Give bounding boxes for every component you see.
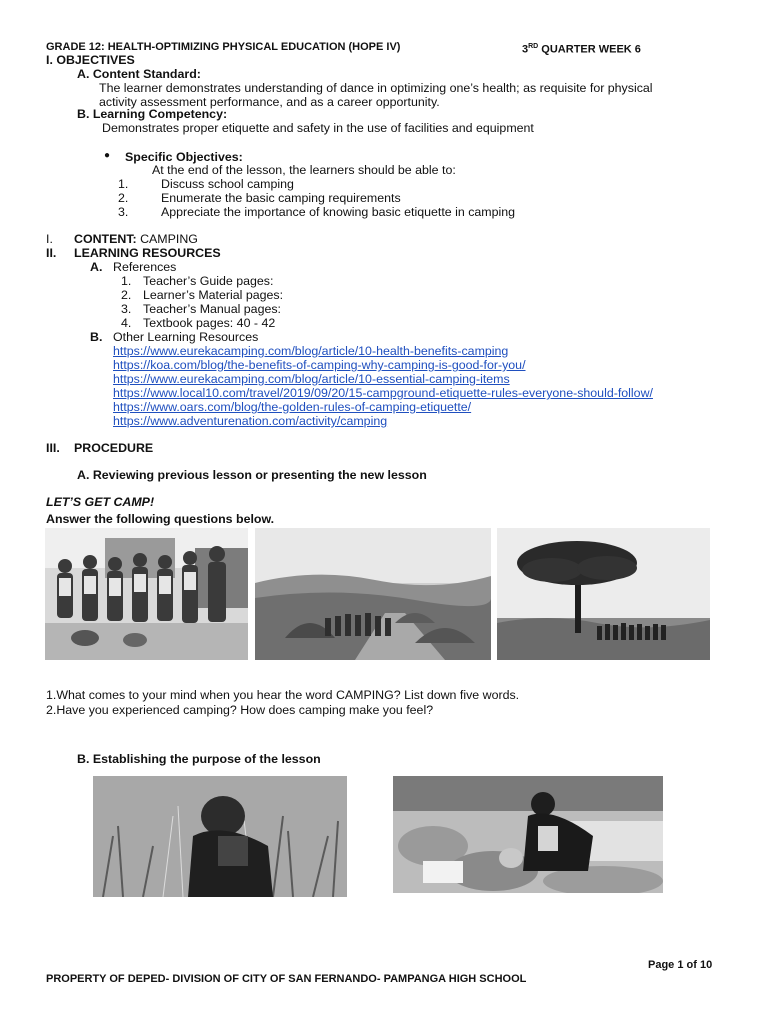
document-header-title: GRADE 12: HEALTH-OPTIMIZING PHYSICAL EDUCATION (HOPE IV) [46, 41, 401, 53]
page-number: Page 1 of 10 [648, 959, 713, 971]
resource-link[interactable]: https://www.local10.com/travel/2019/09/20/15-campground-etiquette-rules-everyone-should-follow/ [113, 386, 653, 400]
resource-link[interactable]: https://www.eurekacamping.com/blog/article/10-health-benefits-camping [113, 344, 509, 358]
list-item-number: 4. [121, 316, 132, 330]
content-line: CONTENT: CAMPING [74, 232, 198, 246]
references-letter: A. [90, 260, 103, 274]
references-label: References [113, 260, 177, 274]
bullet-icon: ● [104, 150, 111, 161]
procedure-number: III. [46, 441, 60, 455]
list-item: Teacher’s Manual pages: [143, 302, 281, 316]
group-photo-image [45, 528, 248, 660]
list-item: Teacher’s Guide pages: [143, 274, 274, 288]
other-resources-letter: B. [90, 330, 103, 344]
list-item: Textbook pages: 40 - 42 [143, 316, 276, 330]
resources-number: II. [46, 246, 57, 260]
resource-link[interactable]: https://koa.com/blog/the-benefits-of-camping-why-camping-is-good-for-you/ [113, 358, 526, 372]
activity-title: LET’S GET CAMP! [46, 495, 155, 509]
procedure-a-label: A. Reviewing previous lesson or presenting the new lesson [77, 468, 427, 482]
resources-heading: LEARNING RESOURCES [74, 246, 221, 260]
specific-objectives-label: Specific Objectives: [125, 150, 243, 164]
learning-competency-text: Demonstrates proper etiquette and safety in the use of facilities and equipment [102, 121, 534, 135]
procedure-heading: PROCEDURE [74, 441, 154, 455]
list-item: Appreciate the importance of knowing basic etiquette in camping [161, 205, 516, 219]
activity-instruction: Answer the following questions below. [46, 512, 275, 526]
content-number: I. [46, 232, 53, 246]
list-item-number: 1. [118, 177, 129, 191]
list-item-number: 1. [121, 274, 132, 288]
question-1: 1.What comes to your mind when you hear the word CAMPING? List down five words. [46, 688, 520, 702]
other-resources-label: Other Learning Resources [113, 330, 259, 344]
resource-link[interactable]: https://www.oars.com/blog/the-golden-rules-of-camping-etiquette/ [113, 400, 472, 414]
resource-link[interactable]: https://www.eurekacamping.com/blog/article/10-essential-camping-items [113, 372, 510, 386]
camping-tents-image [255, 528, 491, 660]
objectives-heading: I. OBJECTIVES [46, 53, 135, 67]
list-item-number: 3. [118, 205, 129, 219]
document-header-quarter: 3RD QUARTER WEEK 6 [522, 43, 641, 56]
footer-property: PROPERTY OF DEPED- DIVISION OF CITY OF SAN FERNANDO- PAMPANGA HIGH SCHOOL [46, 973, 527, 985]
grass-activity-image [93, 776, 347, 897]
river-rocks-image [393, 776, 663, 893]
specific-objectives-intro: At the end of the lesson, the learners should be able to: [152, 163, 456, 177]
list-item: Enumerate the basic camping requirements [161, 191, 401, 205]
question-2: 2.Have you experienced camping? How does camping make you feel? [46, 703, 434, 717]
content-standard-line1: The learner demonstrates understanding of dance in optimizing one’s health; as requisite for physical [99, 81, 653, 95]
content-standard-line2: activity assessment performance, and as a career opportunity. [99, 95, 440, 109]
list-item: Learner’s Material pages: [143, 288, 284, 302]
procedure-b-label: B. Establishing the purpose of the lesson [77, 752, 321, 766]
list-item-number: 3. [121, 302, 132, 316]
tree-group-image [497, 528, 710, 660]
resource-link[interactable]: https://www.adventurenation.com/activity/camping [113, 414, 388, 428]
content-standard-label: A. Content Standard: [77, 67, 201, 81]
list-item-number: 2. [121, 288, 132, 302]
list-item: Discuss school camping [161, 177, 294, 191]
learning-competency-label: B. Learning Competency: [77, 107, 228, 121]
list-item-number: 2. [118, 191, 129, 205]
